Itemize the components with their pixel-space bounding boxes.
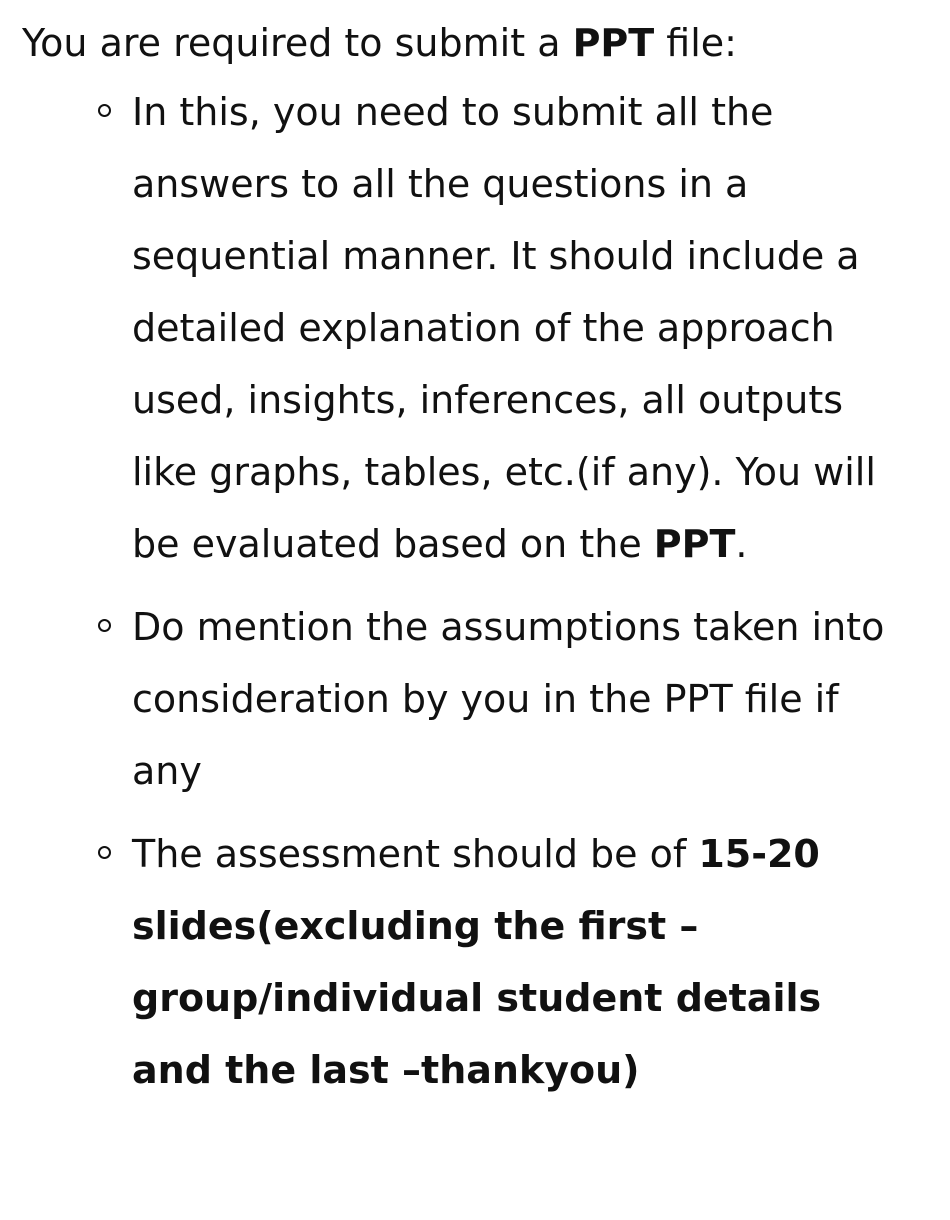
list-item-slide-count <box>132 818 912 1106</box>
intro-prefix: You are required to submit a <box>22 21 573 65</box>
intro-suffix: file: <box>654 21 737 65</box>
requirements-list <box>22 76 928 1106</box>
hollow-circle-bullet-icon <box>98 104 111 117</box>
item-1-bold-ppt: PPT <box>653 522 736 566</box>
hollow-circle-bullet-icon <box>98 619 111 632</box>
hollow-circle-bullet-icon <box>98 846 111 859</box>
item-2-text: Do mention the assumptions taken into consideration by you in the PPT file if any <box>132 605 885 793</box>
list-item-assumptions <box>132 591 912 807</box>
intro-bold-ppt: PPT <box>572 21 655 65</box>
item-1-text: In this, you need to submit all the answers to all the questions in a sequential manner. It should include a detailed explanation of the approach used, insights, inferences, all outputs like graphs, tables, etc.(if any). You will be evaluated based on the <box>132 90 876 566</box>
submission-intro <box>22 18 928 68</box>
item-3-bold-slides: 15-20 slides(excluding the first –group/individual student details and the last –thankyou) <box>132 832 822 1092</box>
item-3-text: The assessment should be of <box>132 832 699 876</box>
list-item-ppt-content <box>132 76 912 580</box>
item-1-suffix: . <box>735 522 748 566</box>
